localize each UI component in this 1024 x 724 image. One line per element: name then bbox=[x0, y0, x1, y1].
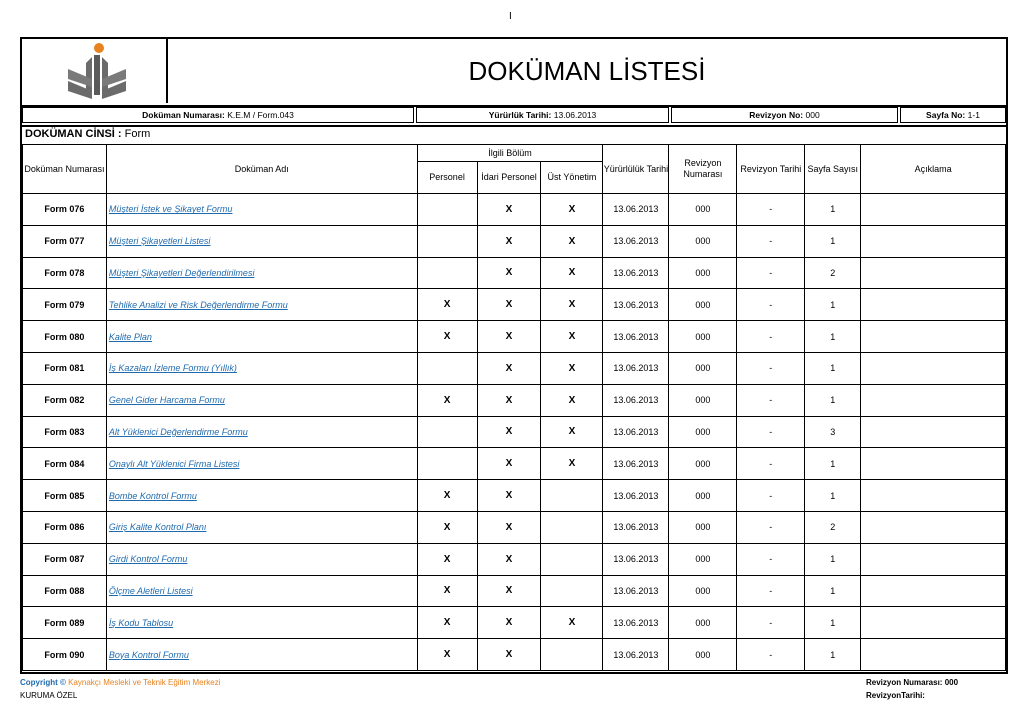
doc-name-link-cell bbox=[106, 448, 417, 480]
page-count-cell: 2 bbox=[805, 511, 861, 543]
page-number-value: 1-1 bbox=[967, 110, 980, 120]
personel-mark-cell: X bbox=[417, 639, 477, 671]
personel-mark-cell bbox=[417, 416, 477, 448]
doc-code-cell: Form 080 bbox=[23, 321, 107, 353]
notes-cell bbox=[861, 511, 1006, 543]
page-number-label: Sayfa No: bbox=[926, 110, 966, 120]
page-count-cell: 1 bbox=[805, 639, 861, 671]
idari-personel-mark-cell: X bbox=[477, 352, 541, 384]
effective-date-value: 13.06.2013 bbox=[553, 110, 597, 120]
revision-date-cell: - bbox=[737, 194, 805, 226]
header-idari-personel: İdari Personel bbox=[477, 162, 541, 194]
document-type-value: Form bbox=[124, 128, 151, 140]
footer-revision-date: RevizyonTarihi: bbox=[866, 691, 925, 700]
idari-personel-mark-cell: X bbox=[477, 225, 541, 257]
page-count-cell: 1 bbox=[805, 575, 861, 607]
doc-name-link-cell bbox=[106, 480, 417, 512]
ust-yonetim-mark-cell: X bbox=[541, 321, 603, 353]
doc-name-link-cell bbox=[106, 416, 417, 448]
page-count-cell: 1 bbox=[805, 321, 861, 353]
ust-yonetim-mark-cell bbox=[541, 639, 603, 671]
revision-date-cell: - bbox=[737, 321, 805, 353]
doc-name-link[interactable]: Müşteri Şikayetleri Listesi bbox=[108, 236, 211, 247]
ust-yonetim-mark-cell: X bbox=[541, 416, 603, 448]
page-count-cell: 1 bbox=[805, 352, 861, 384]
document-type-label: DOKÜMAN CİNSİ : bbox=[25, 128, 122, 140]
ust-yonetim-mark-cell: X bbox=[541, 384, 603, 416]
page-number-box bbox=[900, 107, 1006, 123]
doc-number-label: Doküman Numarası: bbox=[142, 110, 225, 120]
idari-personel-mark-cell: X bbox=[477, 480, 541, 512]
meta-row bbox=[22, 107, 1006, 125]
table-row bbox=[23, 639, 1006, 671]
table-row bbox=[23, 416, 1006, 448]
page-title: DOKÜMAN LİSTESİ bbox=[468, 55, 706, 86]
document-header bbox=[22, 39, 1006, 107]
doc-name-link[interactable]: Tehlike Analizi ve Risk Değerlendirme Formu bbox=[108, 299, 288, 310]
revision-number-cell: 000 bbox=[669, 194, 737, 226]
notes-cell bbox=[861, 225, 1006, 257]
doc-code-cell: Form 076 bbox=[23, 194, 107, 226]
notes-cell bbox=[861, 416, 1006, 448]
doc-name-link-cell bbox=[106, 384, 417, 416]
footer-copyright bbox=[20, 678, 220, 687]
ust-yonetim-mark-cell bbox=[541, 480, 603, 512]
notes-cell bbox=[861, 480, 1006, 512]
page-count-cell: 1 bbox=[805, 225, 861, 257]
revision-number-cell: 000 bbox=[669, 289, 737, 321]
table-row bbox=[23, 607, 1006, 639]
doc-code-cell: Form 086 bbox=[23, 511, 107, 543]
personel-mark-cell: X bbox=[417, 575, 477, 607]
doc-name-link[interactable]: İş Kazaları İzleme Formu (Yıllık) bbox=[108, 363, 237, 374]
effective-date-cell: 13.06.2013 bbox=[603, 225, 669, 257]
table-row bbox=[23, 448, 1006, 480]
effective-date-cell: 13.06.2013 bbox=[603, 639, 669, 671]
idari-personel-mark-cell: X bbox=[477, 607, 541, 639]
doc-name-link[interactable]: Genel Gider Harcama Formu bbox=[108, 395, 225, 406]
copyright-label: Copyright © bbox=[20, 678, 66, 687]
doc-code-cell: Form 088 bbox=[23, 575, 107, 607]
idari-personel-mark-cell: X bbox=[477, 384, 541, 416]
document-table bbox=[22, 144, 1006, 671]
ust-yonetim-mark-cell: X bbox=[541, 448, 603, 480]
doc-name-link[interactable]: Ölçme Aletleri Listesi bbox=[108, 585, 193, 596]
personel-mark-cell bbox=[417, 194, 477, 226]
personel-mark-cell bbox=[417, 257, 477, 289]
table-row bbox=[23, 543, 1006, 575]
ust-yonetim-mark-cell bbox=[541, 511, 603, 543]
page-count-cell: 1 bbox=[805, 480, 861, 512]
personel-mark-cell bbox=[417, 225, 477, 257]
revision-date-cell: - bbox=[737, 352, 805, 384]
doc-name-link[interactable]: İş Kodu Tablosu bbox=[108, 617, 174, 628]
effective-date-cell: 13.06.2013 bbox=[603, 448, 669, 480]
ust-yonetim-mark-cell: X bbox=[541, 194, 603, 226]
doc-name-link[interactable]: Giriş Kalite Kontrol Planı bbox=[108, 522, 207, 533]
notes-cell bbox=[861, 194, 1006, 226]
doc-name-link[interactable]: Bombe Kontrol Formu bbox=[108, 490, 197, 501]
revision-number-cell: 000 bbox=[669, 607, 737, 639]
doc-code-cell: Form 083 bbox=[23, 416, 107, 448]
table-row bbox=[23, 257, 1006, 289]
notes-cell bbox=[861, 257, 1006, 289]
effective-date-cell: 13.06.2013 bbox=[603, 321, 669, 353]
personel-mark-cell: X bbox=[417, 321, 477, 353]
doc-code-cell: Form 084 bbox=[23, 448, 107, 480]
doc-name-link-cell bbox=[106, 321, 417, 353]
doc-name-link-cell bbox=[106, 511, 417, 543]
header-revision-number: Revizyon Numarası bbox=[669, 145, 737, 194]
page-count-cell: 1 bbox=[805, 289, 861, 321]
doc-code-cell: Form 078 bbox=[23, 257, 107, 289]
idari-personel-mark-cell: X bbox=[477, 575, 541, 607]
header-doc-name: Doküman Adı bbox=[106, 145, 417, 194]
doc-code-cell: Form 082 bbox=[23, 384, 107, 416]
doc-name-link-cell bbox=[106, 352, 417, 384]
revision-date-cell: - bbox=[737, 416, 805, 448]
revision-number-cell: 000 bbox=[669, 225, 737, 257]
effective-date-label: Yürürlük Tarihi: bbox=[488, 110, 552, 120]
revision-date-cell: - bbox=[737, 639, 805, 671]
revision-number-cell: 000 bbox=[669, 257, 737, 289]
effective-date-cell: 13.06.2013 bbox=[603, 352, 669, 384]
doc-name-link-cell bbox=[106, 194, 417, 226]
header-effective-date: Yürürlülük Tarihi bbox=[603, 145, 669, 194]
revision-number-cell: 000 bbox=[669, 416, 737, 448]
logo-cell bbox=[22, 39, 168, 103]
header-notes: Açıklama bbox=[861, 145, 1006, 194]
institution-logo bbox=[22, 39, 166, 103]
effective-date-cell: 13.06.2013 bbox=[603, 257, 669, 289]
page-count-cell: 1 bbox=[805, 543, 861, 575]
notes-cell bbox=[861, 575, 1006, 607]
effective-date-cell: 13.06.2013 bbox=[603, 480, 669, 512]
doc-name-link[interactable]: Onaylı Alt Yüklenici Firma Listesi bbox=[108, 458, 240, 469]
notes-cell bbox=[861, 607, 1006, 639]
table-row bbox=[23, 384, 1006, 416]
page-top-mark: I bbox=[509, 11, 512, 22]
table-row bbox=[23, 575, 1006, 607]
ust-yonetim-mark-cell: X bbox=[541, 352, 603, 384]
doc-name-link-cell bbox=[106, 607, 417, 639]
doc-name-link-cell bbox=[106, 225, 417, 257]
effective-date-cell: 13.06.2013 bbox=[603, 511, 669, 543]
ust-yonetim-mark-cell: X bbox=[541, 289, 603, 321]
header-page-count: Sayfa Sayısı bbox=[805, 145, 861, 194]
revision-number-cell: 000 bbox=[669, 480, 737, 512]
revision-date-cell: - bbox=[737, 543, 805, 575]
revision-number-cell: 000 bbox=[669, 448, 737, 480]
revision-date-cell: - bbox=[737, 289, 805, 321]
doc-number-box bbox=[22, 107, 414, 123]
effective-date-cell: 13.06.2013 bbox=[603, 575, 669, 607]
doc-code-cell: Form 077 bbox=[23, 225, 107, 257]
revision-date-cell: - bbox=[737, 384, 805, 416]
ust-yonetim-mark-cell: X bbox=[541, 607, 603, 639]
page-count-cell: 1 bbox=[805, 607, 861, 639]
notes-cell bbox=[861, 543, 1006, 575]
personel-mark-cell: X bbox=[417, 384, 477, 416]
table-row bbox=[23, 480, 1006, 512]
effective-date-box bbox=[416, 107, 669, 123]
personel-mark-cell bbox=[417, 352, 477, 384]
notes-cell bbox=[861, 352, 1006, 384]
effective-date-cell: 13.06.2013 bbox=[603, 416, 669, 448]
page-count-cell: 1 bbox=[805, 194, 861, 226]
doc-code-cell: Form 087 bbox=[23, 543, 107, 575]
personel-mark-cell bbox=[417, 448, 477, 480]
ust-yonetim-mark-cell bbox=[541, 543, 603, 575]
effective-date-cell: 13.06.2013 bbox=[603, 194, 669, 226]
table-row bbox=[23, 352, 1006, 384]
table-row bbox=[23, 289, 1006, 321]
ust-yonetim-mark-cell: X bbox=[541, 257, 603, 289]
doc-name-link[interactable]: Kalite Plan bbox=[108, 331, 152, 342]
effective-date-cell: 13.06.2013 bbox=[603, 384, 669, 416]
page-count-cell: 2 bbox=[805, 257, 861, 289]
doc-code-cell: Form 079 bbox=[23, 289, 107, 321]
table-row bbox=[23, 225, 1006, 257]
revision-date-cell: - bbox=[737, 480, 805, 512]
doc-code-cell: Form 085 bbox=[23, 480, 107, 512]
revision-number-cell: 000 bbox=[669, 543, 737, 575]
header-personel: Personel bbox=[417, 162, 477, 194]
organization-name: Kaynakçı Mesleki ve Teknik Eğitim Merkezi bbox=[68, 678, 221, 687]
personel-mark-cell: X bbox=[417, 480, 477, 512]
revision-number-cell: 000 bbox=[669, 352, 737, 384]
ust-yonetim-mark-cell: X bbox=[541, 225, 603, 257]
doc-name-link[interactable]: Girdi Kontrol Formu bbox=[108, 554, 188, 565]
revision-number-cell: 000 bbox=[669, 384, 737, 416]
effective-date-cell: 13.06.2013 bbox=[603, 607, 669, 639]
idari-personel-mark-cell: X bbox=[477, 321, 541, 353]
footer-private: KURUMA ÖZEL bbox=[20, 691, 78, 700]
doc-name-link[interactable]: Boya Kontrol Formu bbox=[108, 649, 189, 660]
table-row bbox=[23, 321, 1006, 353]
revision-number-cell: 000 bbox=[669, 575, 737, 607]
doc-name-link[interactable]: Müşteri Şikayetleri Değerlendirilmesi bbox=[108, 267, 255, 278]
doc-name-link-cell bbox=[106, 575, 417, 607]
doc-name-link[interactable]: Müşteri İstek ve Şikayet Formu bbox=[108, 204, 233, 215]
idari-personel-mark-cell: X bbox=[477, 448, 541, 480]
revision-date-cell: - bbox=[737, 257, 805, 289]
document-type-row bbox=[22, 125, 1006, 143]
notes-cell bbox=[861, 321, 1006, 353]
doc-number-value: K.E.M / Form.043 bbox=[227, 110, 294, 120]
idari-personel-mark-cell: X bbox=[477, 543, 541, 575]
doc-name-link-cell bbox=[106, 543, 417, 575]
page-count-cell: 1 bbox=[805, 384, 861, 416]
revision-box bbox=[671, 107, 898, 123]
idari-personel-mark-cell: X bbox=[477, 511, 541, 543]
revision-number-cell: 000 bbox=[669, 511, 737, 543]
notes-cell bbox=[861, 639, 1006, 671]
idari-personel-mark-cell: X bbox=[477, 416, 541, 448]
effective-date-cell: 13.06.2013 bbox=[603, 543, 669, 575]
idari-personel-mark-cell: X bbox=[477, 194, 541, 226]
page-count-cell: 3 bbox=[805, 416, 861, 448]
notes-cell bbox=[861, 448, 1006, 480]
footer-revision-number: Revizyon Numarası: 000 bbox=[866, 678, 959, 687]
doc-name-link-cell bbox=[106, 639, 417, 671]
table-row bbox=[23, 194, 1006, 226]
doc-code-cell: Form 081 bbox=[23, 352, 107, 384]
idari-personel-mark-cell: X bbox=[477, 289, 541, 321]
idari-personel-mark-cell: X bbox=[477, 257, 541, 289]
revision-date-cell: - bbox=[737, 575, 805, 607]
doc-code-cell: Form 089 bbox=[23, 607, 107, 639]
doc-name-link-cell bbox=[106, 289, 417, 321]
effective-date-cell: 13.06.2013 bbox=[603, 289, 669, 321]
revision-label: Revizyon No: bbox=[749, 110, 804, 120]
notes-cell bbox=[861, 384, 1006, 416]
document-frame bbox=[20, 37, 1008, 674]
header-revision-date: Revizyon Tarihi bbox=[737, 145, 805, 194]
revision-date-cell: - bbox=[737, 448, 805, 480]
ust-yonetim-mark-cell bbox=[541, 575, 603, 607]
revision-date-cell: - bbox=[737, 607, 805, 639]
doc-name-link-cell bbox=[106, 257, 417, 289]
personel-mark-cell: X bbox=[417, 289, 477, 321]
idari-personel-mark-cell: X bbox=[477, 639, 541, 671]
header-doc-number: Doküman Numarası bbox=[23, 145, 107, 194]
revision-number-cell: 000 bbox=[669, 639, 737, 671]
personel-mark-cell: X bbox=[417, 511, 477, 543]
personel-mark-cell: X bbox=[417, 543, 477, 575]
revision-number-cell: 000 bbox=[669, 321, 737, 353]
personel-mark-cell: X bbox=[417, 607, 477, 639]
doc-name-link[interactable]: Alt Yüklenici Değerlendirme Formu bbox=[108, 426, 248, 437]
page-count-cell: 1 bbox=[805, 448, 861, 480]
revision-value: 000 bbox=[805, 110, 820, 120]
header-department: İlgili Bölüm bbox=[417, 145, 603, 162]
header-ust-yonetim: Üst Yönetim bbox=[541, 162, 603, 194]
revision-date-cell: - bbox=[737, 225, 805, 257]
table-row bbox=[23, 511, 1006, 543]
revision-date-cell: - bbox=[737, 511, 805, 543]
notes-cell bbox=[861, 289, 1006, 321]
doc-code-cell: Form 090 bbox=[23, 639, 107, 671]
